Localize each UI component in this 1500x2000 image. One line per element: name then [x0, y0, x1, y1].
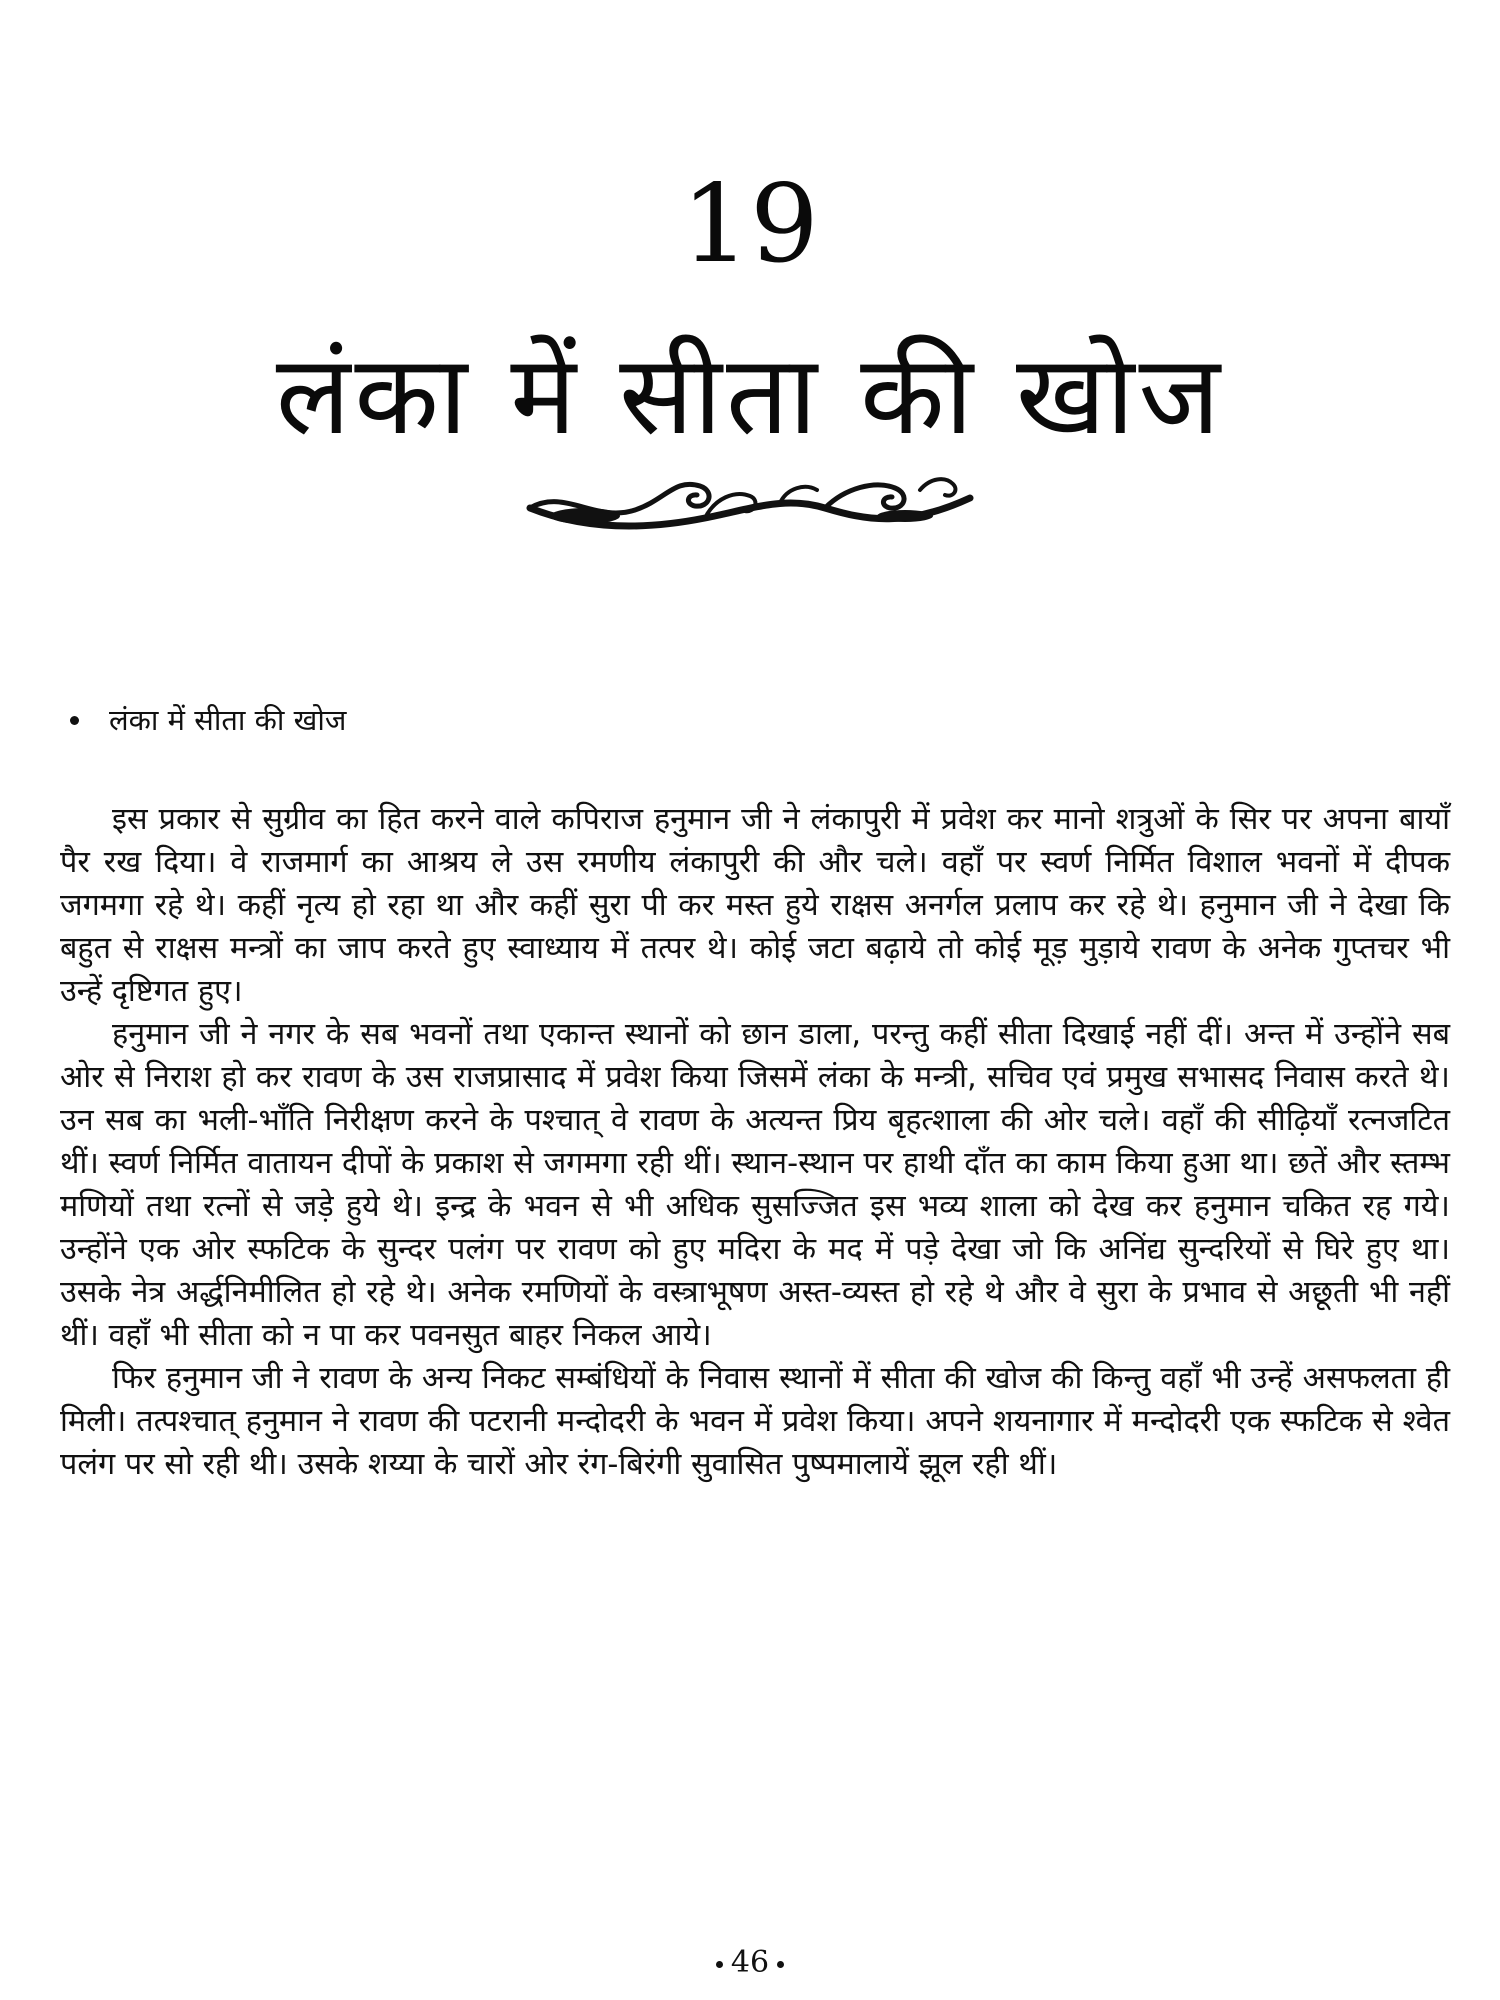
section-heading: [58, 700, 346, 740]
bullet-icon: [70, 716, 79, 725]
section-heading-text: लंका में सीता की खोज: [109, 703, 347, 737]
paragraph: हनुमान जी ने नगर के सब भवनों तथा एकान्त स्थानों को छान डाला, परन्तु कहीं सीता दिखाई नहीं दीं। अन्त में उन्होंने सब ओर से निराश हो कर रावण के उस राजप्रासाद में प्रवेश किया जिसमें लंका के मन्त्री, सचिव एवं प्रमुख सभासद निवास करते थे। उन सब का भली-भाँति निरीक्षण करने के पश्चात् वे रावण के अत्यन्त प्रिय बृहत्शाला की ओर चले। वहाँ की सीढ़ियाँ रत्नजटित थीं। स्वर्ण निर्मित वातायन दीपों के प्रकाश से जगमगा रही थीं। स्थान-स्थान पर हाथी दाँत का काम किया हुआ था। छतें और स्तम्भ मणियों तथा रत्नों से जड़े हुये थे। इन्द्र के भवन से भी अधिक सुसज्जित इस भव्य शाला को देख कर हनुमान चकित रह गये। उन्होंने एक ओर स्फटिक के सुन्दर पलंग पर रावण को हुए मदिरा के मद में पड़े देखा जो कि अनिंद्य सुन्दरियों से घिरे हुए था। उसके नेत्र अर्द्धनिमीलित हो रहे थे। अनेक रमणियों के वस्त्राभूषण अस्त-व्यस्त हो रहे थे और वे सुरा के प्रभाव से अछूती भी नहीं थीं। वहाँ भी सीता को न पा कर पवनसुत बाहर निकल आये।: [60, 1017, 1450, 1353]
body-text: [60, 798, 1450, 1486]
paragraph: फिर हनुमान जी ने रावण के अन्य निकट सम्बंधियों के निवास स्थानों में सीता की खोज की किन्तु वहाँ भी उन्हें असफलता ही मिली। तत्पश्चात् हनुमान ने रावण की पटरानी मन्दोदरी के भवन में प्रवेश किया। अपने शयनागार में मन्दोदरी एक स्फटिक से श्वेत पलंग पर सो रही थी। उसके शय्या के चारों ओर रंग-बिरंगी सुवासित पुष्पमालायें झूल रही थीं।: [60, 1361, 1450, 1482]
dot-icon: [716, 1961, 723, 1968]
chapter-title: लंका में सीता की खोज: [275, 331, 1225, 459]
page-number: [0, 1945, 1500, 1981]
page-number-text: 46: [730, 1945, 770, 1980]
chapter-number: 19: [681, 162, 819, 287]
flourish-ornament-icon: [525, 468, 975, 538]
paragraph: इस प्रकार से सुग्रीव का हित करने वाले कपिराज हनुमान जी ने लंकापुरी में प्रवेश कर मानो शत्रुओं के सिर पर अपना बायाँ पैर रख दिया। वे राजमार्ग का आश्रय ले उस रमणीय लंकापुरी की और चले। वहाँ पर स्वर्ण निर्मित विशाल भवनों में दीपक जगमगा रहे थे। कहीं नृत्य हो रहा था और कहीं सुरा पी कर मस्त हुये राक्षस अनर्गल प्रलाप कर रहे थे। हनुमान जी ने देखा कि बहुत से राक्षस मन्त्रों का जाप करते हुए स्वाध्याय में तत्पर थे। कोई जटा बढ़ाये तो कोई मूड़ मुड़ाये रावण के अनेक गुप्तचर भी उन्हें दृष्टिगत हुए।: [60, 802, 1450, 1009]
dot-icon: [777, 1961, 784, 1968]
